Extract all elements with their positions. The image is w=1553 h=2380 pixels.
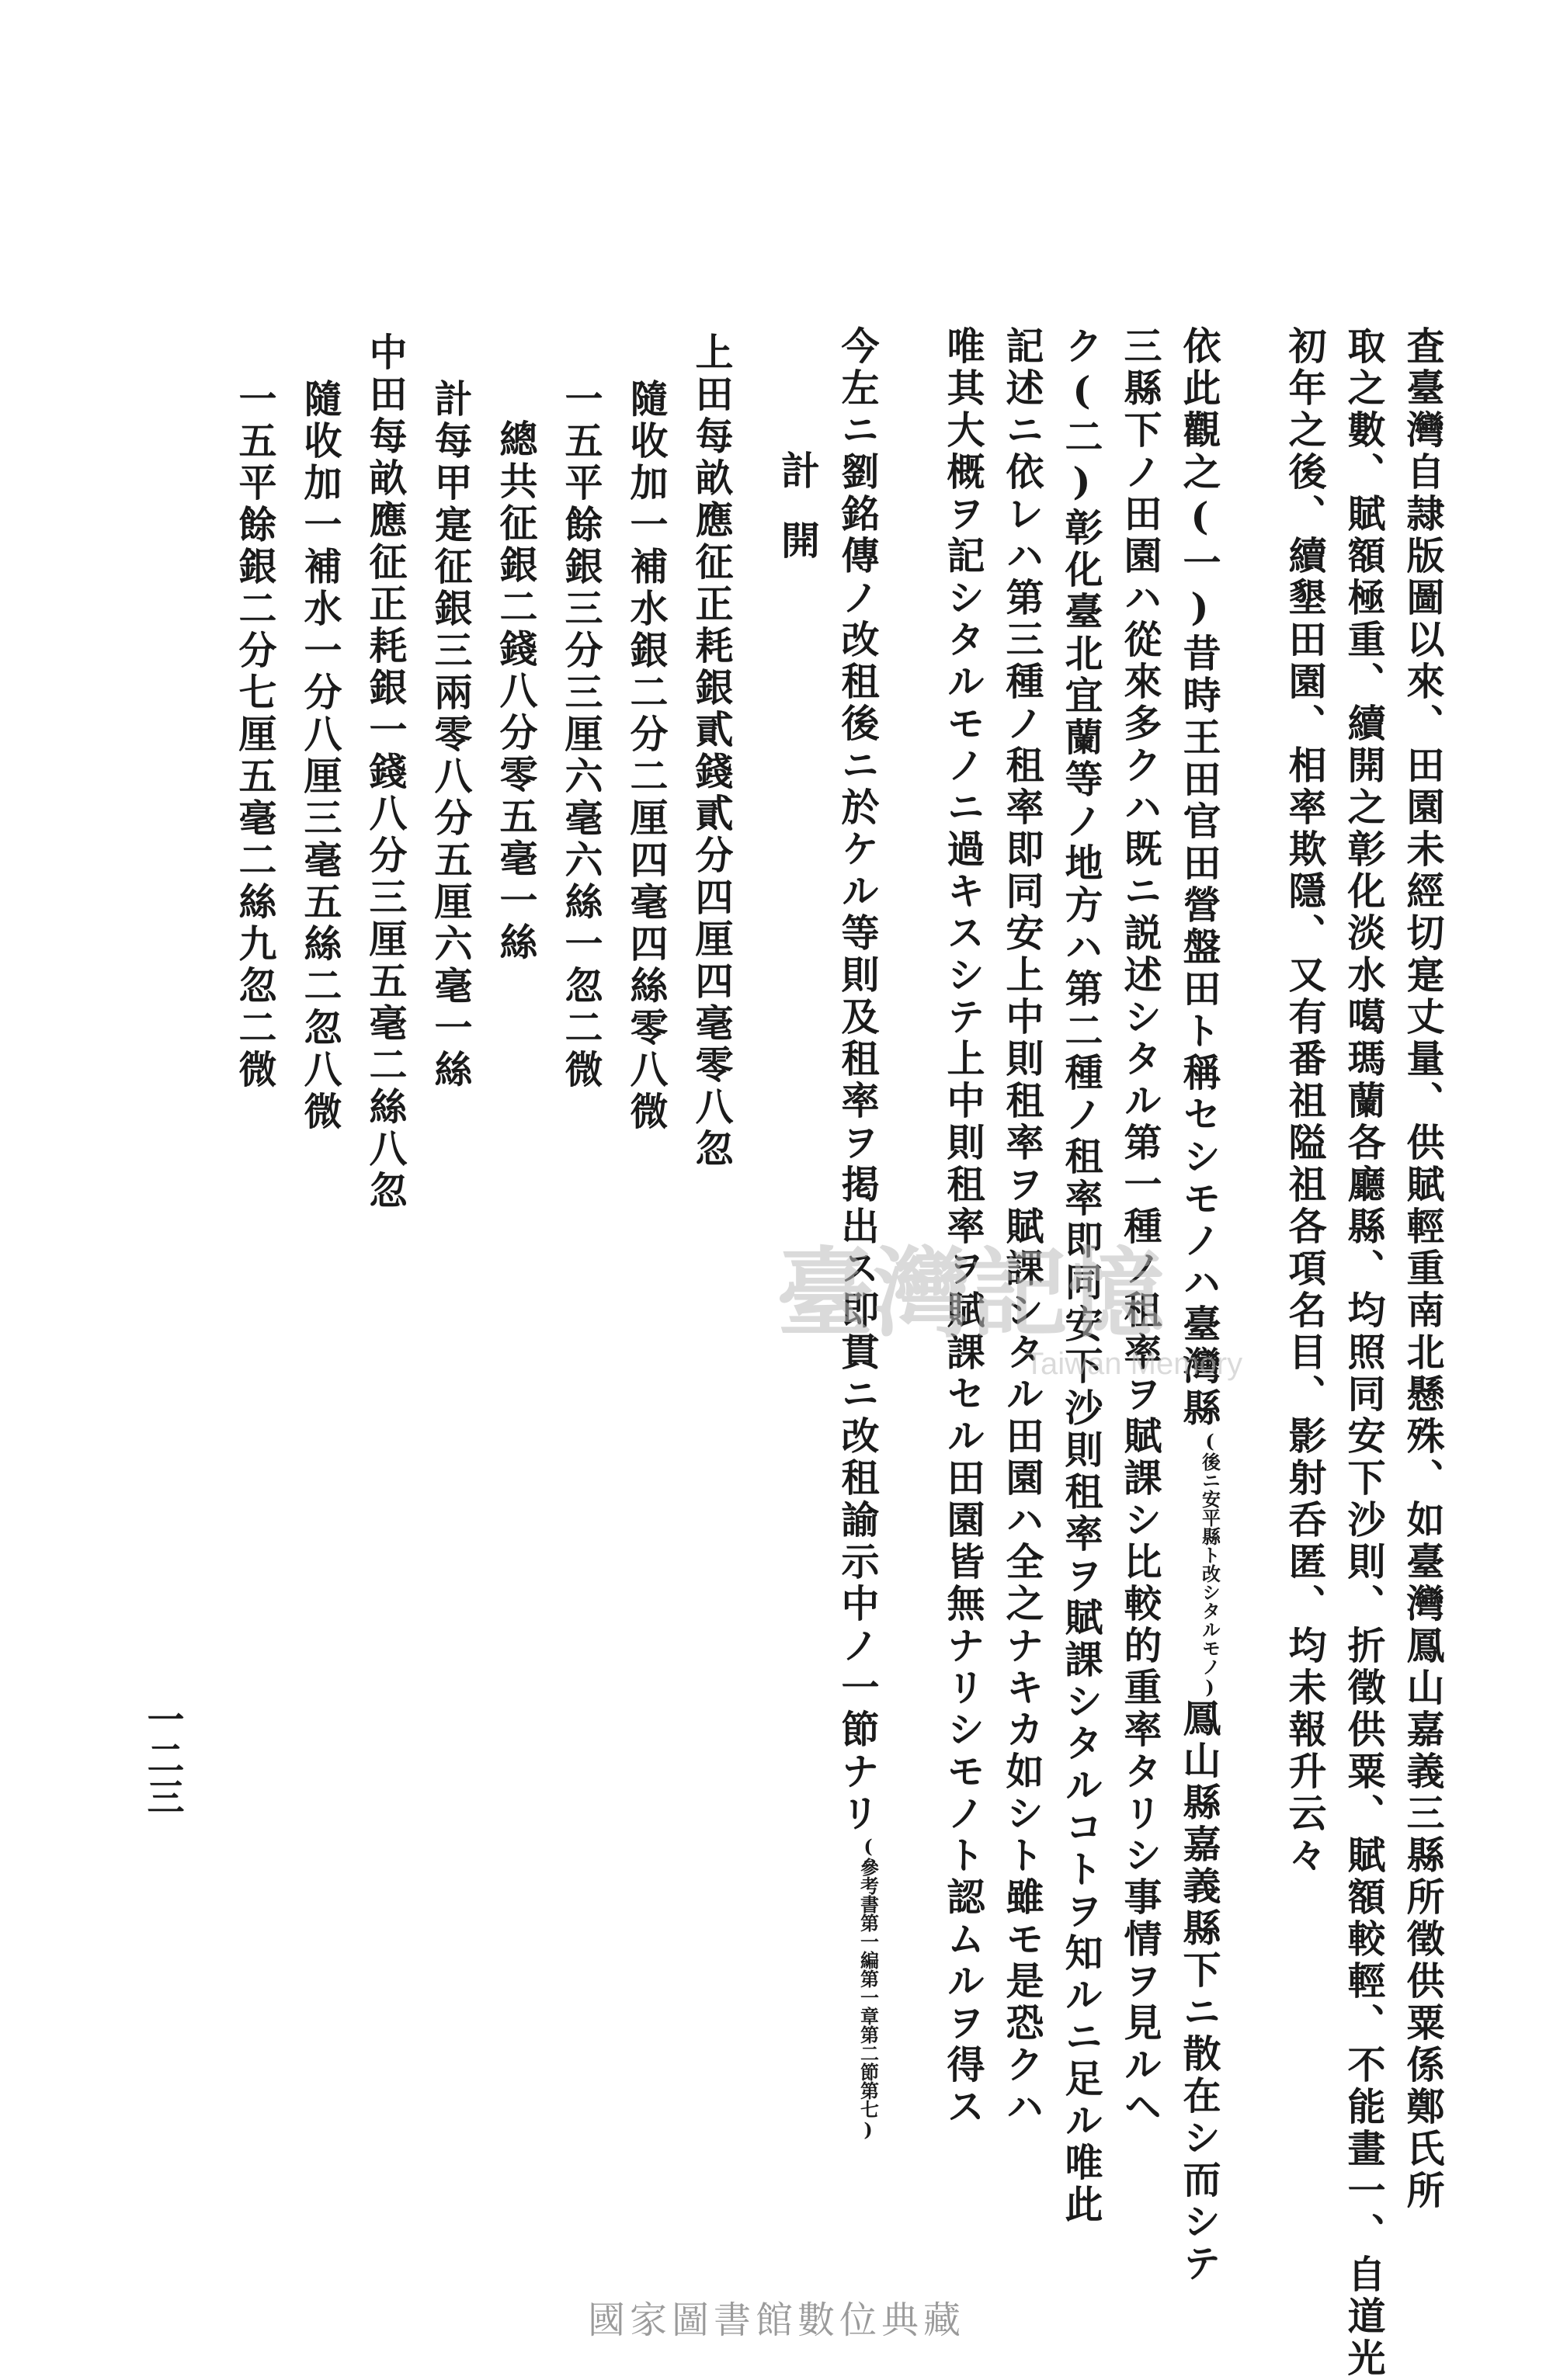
column-text: 隨收加一補水銀二分二厘四毫四絲零八微 <box>624 379 669 1133</box>
taiwan-memory-watermark-logo <box>769 1226 1328 1382</box>
column-text: 唯其大概ヲ記シタルモノニ過キスシテ上中則租率ヲ賦課セル田園皆無ナリシモノト認ムルヲ得ス <box>941 326 986 2128</box>
column-text: 計每甲寔征銀三兩零八分五厘六毫一絲 <box>429 379 474 1091</box>
page-number: 一二三 <box>141 1700 184 1816</box>
column-text: 一五平餘銀二分七厘五毫二絲九忽二微 <box>233 379 278 1091</box>
column-text: 隨收加一補水一分八厘三毫五絲二忽八微 <box>298 379 343 1133</box>
column-text: 中田每畝應征正耗銀一錢八分三厘五毫二絲八忽 <box>363 332 408 1213</box>
text-column-3 <box>1283 326 1328 1877</box>
column-text: 今左ニ劉銘傳ノ改租後ニ於ケル等則及租率ヲ掲出ス即貫ニ改租諭示中ノ一節ナリ <box>836 326 881 1835</box>
section-heading <box>775 450 821 590</box>
tax-line-per-jia <box>429 379 474 1091</box>
tax-line-balance-silver-2 <box>233 379 278 1091</box>
column-text: 取之數、賦額極重、續開之彰化淡水噶瑪蘭各廳縣、均照同安下沙則、折徵供粟、賦額較輕、不能畫一、自道光 <box>1342 326 1387 2380</box>
column-text: 査臺灣自隷版圖以來、田園未經切寔丈量、供賦輕重南北懸殊、如臺灣鳳山嘉義三縣所徵供粟係鄭氏所 <box>1401 326 1446 2212</box>
tax-line-middle-field <box>363 332 408 1213</box>
tax-line-balance-silver-1 <box>559 379 604 1091</box>
column-text: 總共征銀二錢八分零五毫一絲 <box>494 419 539 964</box>
column-text: 記述ニ依レハ第三種ノ租率即同安上中則租率ヲ賦課シタル田園ハ全之ナキカ如シト雖モ是恐クハ <box>1000 326 1045 2128</box>
column-text: 依此觀之(一)昔時王田官田營盤田ト稱セシモノハ臺灣縣 <box>1177 326 1222 1430</box>
footer-collection-label: 國家圖書館數位典藏 <box>587 2298 965 2342</box>
tax-line-upper-field <box>690 332 735 1171</box>
watermark-main-text: 臺灣記憶 <box>776 1237 1165 1351</box>
column-text-continued: 鳳山縣嘉義縣下ニ散在シ而シテ <box>1177 1698 1222 2285</box>
column-text: 上田每畝應征正耗銀貳錢貳分四厘四毫零八忽 <box>690 332 735 1171</box>
heading-text: 計開 <box>775 450 821 590</box>
text-column-1 <box>1401 326 1446 2212</box>
watermark-sub-text: Taiwan Memory <box>1025 1347 1243 1381</box>
inline-annotation: (參考書第一編第一章第二節第七) <box>856 1835 880 2141</box>
tax-line-water-surcharge-1 <box>624 379 669 1133</box>
inline-annotation: (後ニ安平縣ト改シタルモノ) <box>1198 1430 1221 1698</box>
text-column-2 <box>1342 326 1387 2380</box>
column-text: 一五平餘銀三分三厘六毫六絲一忽二微 <box>559 379 604 1091</box>
column-text: 三縣下ノ田園ハ從來多クハ既ニ説述シタル第一種ノ租率ヲ賦課シ比較的重率タリシ事情ヲ見ルヘ <box>1118 326 1163 2128</box>
tax-line-total <box>494 419 539 964</box>
column-text: 初年之後、續墾田園、相率欺隱、又有番祖隘祖各項名目、影射呑匿、均未報升云々 <box>1283 326 1328 1877</box>
column-text: ク(二)彰化臺北宜蘭等ノ地方ハ第二種ノ租率即同安下沙則租率ヲ賦課シタルコトヲ知ルニ足ル唯此 <box>1059 326 1104 2226</box>
tax-line-water-surcharge-2 <box>298 379 343 1133</box>
